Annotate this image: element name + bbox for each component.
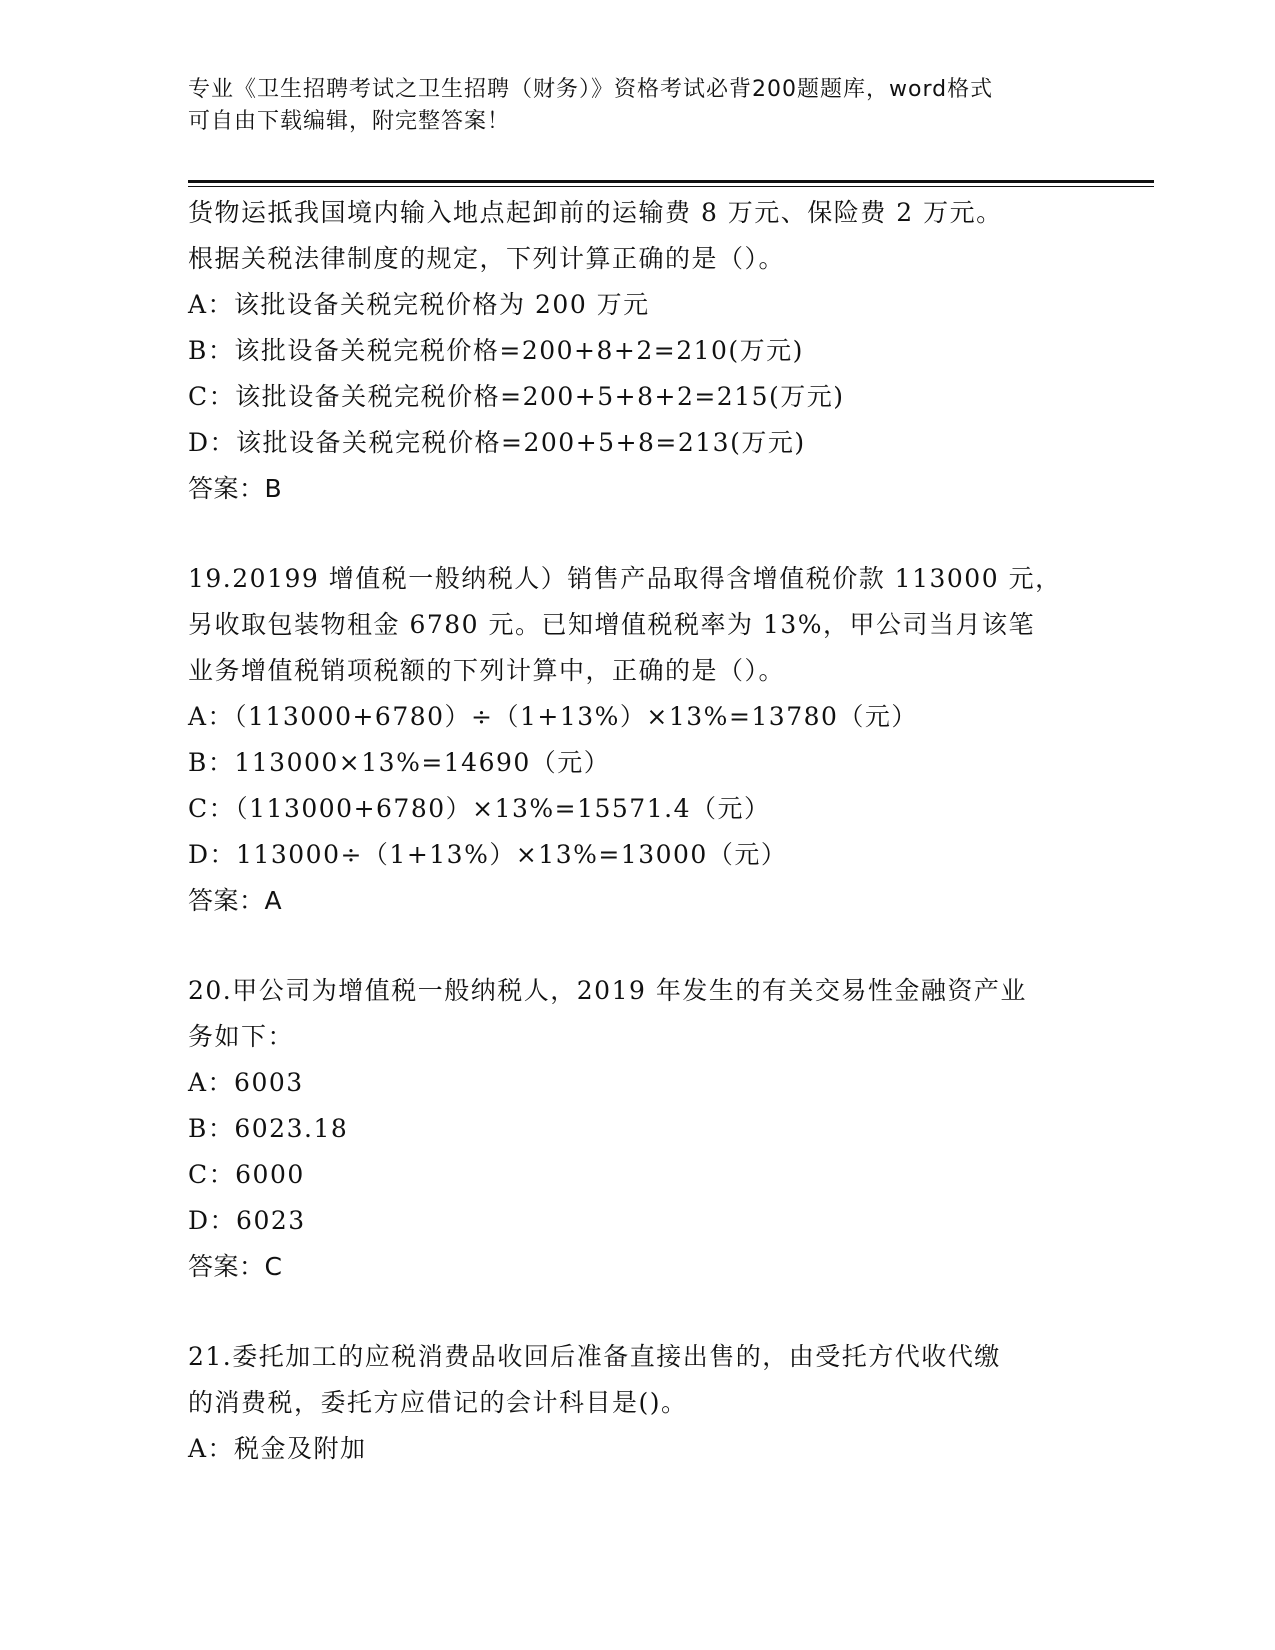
header-line-1: 专业《卫生招聘考试之卫生招聘（财务）》资格考试必背200题题库，word格式: [188, 77, 994, 102]
question-stem-line: 21.委托加工的应税消费品收回后准备直接出售的，由受托方代收代缴: [188, 1342, 1001, 1371]
question-stem-line: 业务增值税销项税额的下列计算中，正确的是（）。: [188, 656, 786, 685]
option-c: C：该批设备关税完税价格=200+5+8+2=215(万元): [188, 382, 845, 411]
option-a: A：6003: [188, 1068, 304, 1097]
question-18: [188, 190, 1148, 512]
question-stem-line: 根据关税法律制度的规定，下列计算正确的是（）。: [188, 244, 786, 273]
answer-line: 答案：C: [188, 1252, 283, 1281]
header-divider-thin: [188, 186, 1154, 187]
answer-line: 答案：B: [188, 474, 283, 503]
question-stem-line: 另收取包装物租金 6780 元。已知增值税税率为 13%，甲公司当月该笔: [188, 610, 1036, 639]
document-header: [188, 74, 1088, 138]
answer-line: 答案：A: [188, 886, 283, 915]
question-20: [188, 968, 1148, 1290]
option-b: B：该批设备关税完税价格=200+8+2=210(万元): [188, 336, 804, 365]
option-d: D：该批设备关税完税价格=200+5+8=213(万元): [188, 428, 806, 457]
question-stem-line: 19.20199 增值税一般纳税人）销售产品取得含增值税价款 113000 元，: [188, 564, 1062, 593]
option-c: C：6000: [188, 1160, 305, 1189]
question-stem-line: 货物运抵我国境内输入地点起卸前的运输费 8 万元、保险费 2 万元。: [188, 198, 1003, 227]
option-b: B：113000×13%=14690（元）: [188, 748, 611, 777]
option-a: A：（113000+6780）÷（1+13%）×13%=13780（元）: [188, 702, 918, 731]
option-d: D：6023: [188, 1206, 306, 1235]
question-stem-line: 务如下：: [188, 1022, 295, 1051]
header-divider-thick: [188, 180, 1154, 183]
question-stem-line: 20.甲公司为增值税一般纳税人，2019 年发生的有关交易性金融资产业: [188, 976, 1027, 1005]
option-b: B：6023.18: [188, 1114, 349, 1143]
option-a: A：税金及附加: [188, 1434, 367, 1463]
header-line-2: 可自由下载编辑，附完整答案！: [188, 109, 511, 134]
question-list: [188, 190, 1148, 1472]
question-19: [188, 556, 1148, 924]
option-c: C：（113000+6780）×13%=15571.4（元）: [188, 794, 771, 823]
question-stem-line: 的消费税，委托方应借记的会计科目是()。: [188, 1388, 688, 1417]
option-d: D：113000÷（1+13%）×13%=13000（元）: [188, 840, 788, 869]
question-21: [188, 1334, 1148, 1472]
option-a: A：该批设备关税完税价格为 200 万元: [188, 290, 650, 319]
